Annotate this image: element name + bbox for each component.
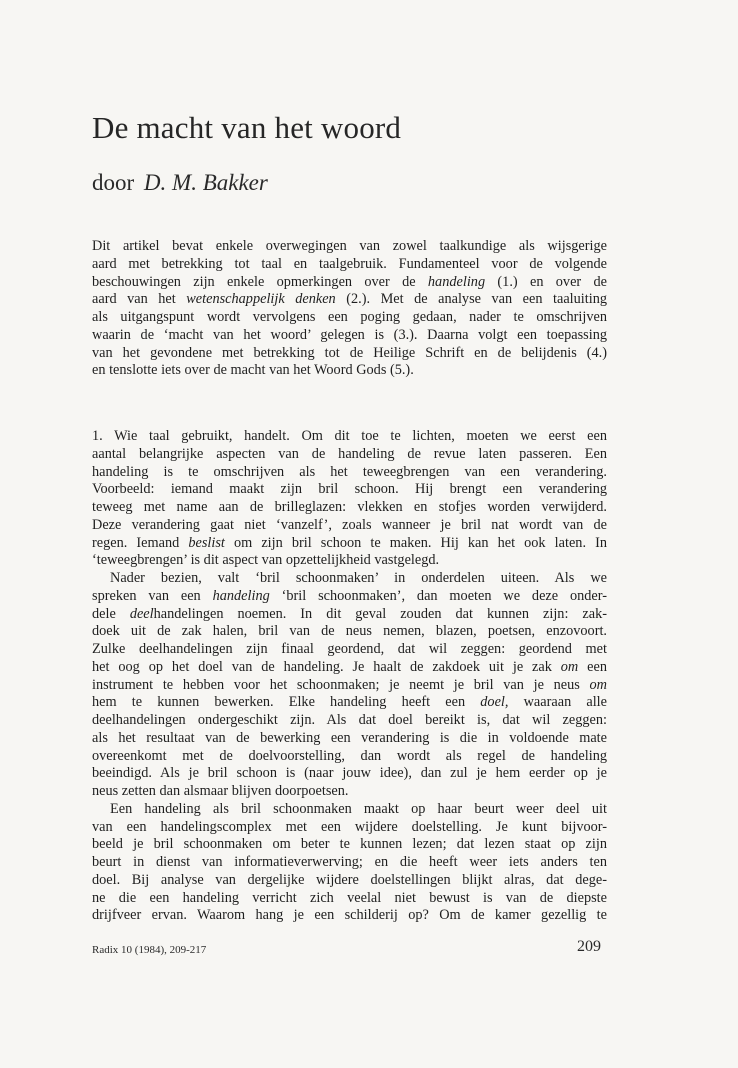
text-line: Voorbeeld: iemand maakt zijn bril schoon. Hij brengt een verandering xyxy=(92,481,607,498)
page-number: 209 xyxy=(577,938,601,955)
text-line: instrument te hebben voor het schoonmaken; je neemt je bril van je neus om xyxy=(92,676,607,693)
citation: Radix 10 (1984), 209-217 xyxy=(92,944,207,956)
text-line: ‘teweegbrengen’ is dit aspect van opzettelijkheid vastgelegd. xyxy=(92,552,440,569)
text-line: beschouwingen zijn enkele opmerkingen over de handeling (1.) en over de xyxy=(92,273,607,290)
text-line: aantal belangrijke aspecten van de handeling de revue laten passeren. Een xyxy=(92,445,607,462)
text-line: overeenkomt met de doelvoorstelling, dan wordt als regel de handeling xyxy=(92,747,607,764)
text-line: Deze verandering gaat niet ‘vanzelf’, zoals wanneer je bril nat wordt van de xyxy=(92,516,607,533)
text-line: beurt in dienst van informatieverwerving; en die heeft weer iets anders ten xyxy=(92,854,607,870)
text-line: dele deelhandelingen noemen. In dit geval zouden dat kunnen zijn: zak- xyxy=(92,605,608,622)
byline-prefix: door xyxy=(92,170,135,195)
text-line: hem te kunnen bewerken. Elke handeling heeft een doel, waaraan alle xyxy=(92,694,607,711)
body-text xyxy=(92,428,607,925)
text-line: 1. Wie taal gebruikt, handelt. Om dit toe te lichten, moeten we eerst een xyxy=(92,428,607,444)
article-title: De macht van het woord xyxy=(92,110,402,145)
text-line: Zulke deelhandelingen zijn finaal geordend, dat wil zeggen: geordend met xyxy=(92,641,607,657)
text-line: neus zetten dan alsmaar blijven doorpoetsen. xyxy=(92,783,349,799)
text-line: teweeg met name aan de brilleglazen: vlekken en stofjes worden verwijderd. xyxy=(92,499,607,515)
text-line: drijfveer ervan. Waarom hang je een schilderij op? Om de kamer gezellig te xyxy=(92,907,607,924)
text-line: aard van het wetenschappelijk denken (2.). Met de analyse van een taaluiting xyxy=(92,291,608,308)
text-line: deelhandelingen ondergeschikt zijn. Als dat doel bereikt is, dat wil zeggen: xyxy=(92,712,607,728)
text-line: Een handeling als bril schoonmaken maakt op haar beurt weer deel uit xyxy=(110,800,607,817)
text-line: en tenslotte iets over de macht van het Woord Gods (5.). xyxy=(92,362,414,379)
text-line: regen. Iemand beslist om zijn bril schoon te maken. Hij kan het ook laten. In xyxy=(92,534,608,551)
author-name: D. M. Bakker xyxy=(143,170,268,195)
text-line: waarin de ‘macht van het woord’ gelegen is (3.). Daarna volgt een toepassing xyxy=(92,326,607,343)
text-line: aard met betrekking tot taal en taalgebruik. Fundamenteel voor de volgende xyxy=(92,255,607,272)
text-line: doek uit de zak halen, bril van de neus nemen, blazen, poetsen, enzovoort. xyxy=(92,623,607,640)
text-line: van een handelingscomplex met een wijdere doelstelling. Je kunt bijvoor- xyxy=(92,818,607,835)
text-line: van het gevondene met betrekking tot de Heilige Schrift en de belijdenis (4.) xyxy=(92,344,607,361)
text-line: beeld je bril schoonmaken om beter te kunnen lezen; dat lezen staat op zijn xyxy=(92,836,607,853)
text-line: als het resultaat van de bewerking een verandering is die in voldoende mate xyxy=(92,729,607,746)
text-line: spreken van een handeling ‘bril schoonmaken’, dan moeten we deze onder- xyxy=(92,587,608,604)
abstract xyxy=(92,238,607,380)
text-line: ne die een handeling verricht zich veelal niet bewust is van de diepste xyxy=(92,889,607,906)
text-line: Dit artikel bevat enkele overwegingen van zowel taalkundige als wijsgerige xyxy=(92,238,607,254)
text-line: handeling is te omschrijven als het teweegbrengen van een verandering. xyxy=(92,463,607,480)
text-line: doel. Bij analyse van dergelijke wijdere doelstellingen blijkt alras, dat dege- xyxy=(92,871,607,888)
byline xyxy=(92,170,268,196)
text-line: het oog op het doel van de handeling. Je haalt de zakdoek uit je zak om een xyxy=(92,658,607,675)
text-line: beeindigd. Als je bril schoon is (naar jouw idee), dan zul je hem eerder op je xyxy=(92,765,607,782)
text-line: als uitgangspunt wordt vervolgens een poging gedaan, nader te omschrijven xyxy=(92,309,607,325)
text-line: Nader bezien, valt ‘bril schoonmaken’ in onderdelen uiteen. Als we xyxy=(110,570,607,586)
